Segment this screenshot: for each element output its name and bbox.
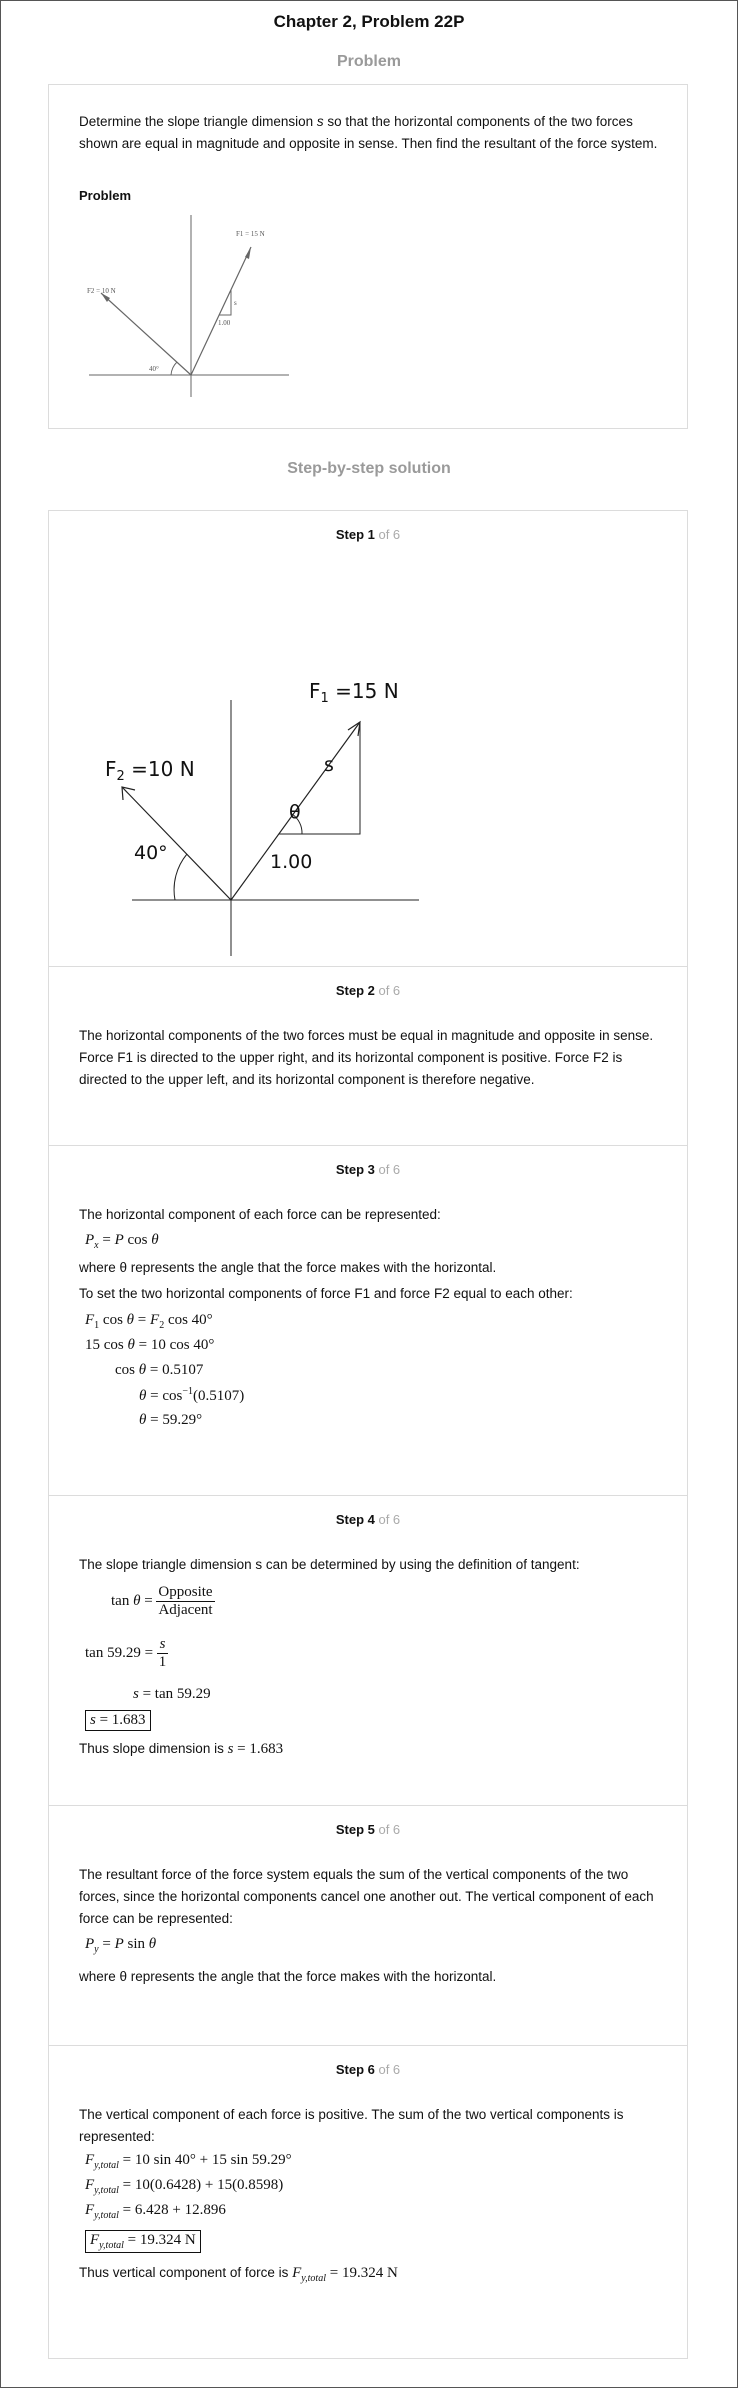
angle-arc: [174, 854, 187, 900]
angle-label: 40°: [149, 365, 159, 373]
step6-boxed-result: $F_{y,total} = 19.324$ N: [85, 2230, 201, 2253]
f1-label: $F_1 =15$ N: [309, 679, 399, 706]
force-f2-arrow: [101, 293, 191, 375]
step3-text1: The horizontal component of each force can be represented:: [79, 1207, 441, 1222]
page-top-border: [0, 0, 738, 1]
step-header: Step 3 of 6: [335, 1162, 401, 1177]
s-label: s: [324, 754, 334, 776]
step6-eq3: $F_{y,total} = 6.428 + 12.896$: [85, 2202, 226, 2221]
step3-eq4: $\theta = \cos^{-1}(0.5107)$: [139, 1386, 245, 1404]
step3-eq2: 15 cos θ = 10 cos 40°: [85, 1337, 215, 1353]
page-left-border: [0, 0, 1, 2388]
f2-label: $F_2 =10$ N: [105, 757, 195, 784]
step4-text2: Thus slope dimension is s = 1.683: [79, 1741, 284, 1757]
step3-text3: To set the two horizontal components of force F1 and force F2 equal to each other:: [79, 1286, 573, 1301]
step-header: Step 1 of 6: [335, 527, 401, 542]
s-label: s: [234, 299, 237, 307]
chapter-title: Chapter 2, Problem 22P: [273, 12, 465, 31]
step-3: [49, 1145, 687, 1495]
step-header: Step 2 of 6: [335, 983, 401, 998]
problem-sub-label: Problem: [79, 188, 132, 203]
theta-label: θ: [289, 801, 301, 823]
step4-text1: The slope triangle dimension s can be determined by using the definition of tangent:: [79, 1557, 580, 1572]
step-6: [49, 2045, 687, 2358]
step1-figure: [89, 556, 419, 956]
angle-arc: [171, 362, 177, 375]
step-header: Step 5 of 6: [335, 1822, 401, 1837]
step5-eq-vertical-component: $P_y = P$ sin θ: [85, 1936, 157, 1955]
step-5: [49, 1805, 687, 2045]
step5-text2: where θ represents the angle that the force makes with the horizontal.: [79, 1969, 497, 1984]
step3-eq3: cos θ = 0.5107: [115, 1362, 204, 1378]
step6-text1: The vertical component of each force is positive. The sum of the two vertical components is represented:: [79, 2107, 624, 2144]
problem-heading: Problem: [336, 53, 401, 70]
base-label: 1.00: [270, 851, 313, 873]
force-f1-arrow: [191, 247, 251, 375]
problem-card: [48, 84, 688, 429]
step4-boxed-result: s = 1.683: [85, 1710, 151, 1731]
step-header: Step 4 of 6: [335, 1512, 401, 1527]
solution-card: [48, 510, 688, 2359]
step5-text1: The resultant force of the force system equals the sum of the vertical components of the two forces, since the horizontal components cancel one another out. The vertical component of each force can be represented:: [79, 1867, 654, 1926]
step3-eq-horizontal-component: $P_x = P$ cos θ: [85, 1232, 159, 1251]
step-header: Step 6 of 6: [335, 2062, 401, 2077]
solution-heading: Step-by-step solution: [287, 460, 451, 477]
f2-label: F2 = 10 N: [87, 287, 116, 295]
base-label: 1.00: [218, 319, 231, 327]
problem-statement: Determine the slope triangle dimension s so that the horizontal components of the two forces shown are equal in magnitude and opposite in sense. Then find the resultant of the force system.: [79, 114, 658, 151]
step6-eq2: $F_{y,total} = 10(0.6428) + 15(0.8598)$: [85, 2177, 284, 2196]
problem-figure: [79, 215, 299, 405]
f1-label: F1 = 15 N: [236, 230, 265, 238]
step-4: [49, 1495, 687, 1805]
step3-text2: where θ represents the angle that the force makes with the horizontal.: [79, 1260, 497, 1275]
angle-label: 40°: [134, 842, 168, 864]
step4-eq-tan-def: tan θ = $\frac{\text{Opposite}}{\text{Adjacent}}$: [111, 1584, 213, 1618]
step3-eq1: $F_1$ $\cos \theta = F_2$ cos 40°: [85, 1312, 213, 1331]
step6-eq1: $F_{y,total} = 10$ sin 40° + 15 sin 59.29°: [85, 2152, 292, 2171]
step6-text2: Thus vertical component of force is $F_{y,total} = 19.324$ N: [79, 2265, 398, 2284]
force-f1-arrowhead: [245, 247, 251, 259]
step-2: [49, 966, 687, 1145]
step4-eq-s: s = tan 59.29: [133, 1686, 211, 1702]
step3-eq5: θ = 59.29°: [139, 1412, 203, 1428]
step4-eq-tan-value: tan 59.29 = $\frac{s}{1}$: [85, 1636, 167, 1670]
step2-text: The horizontal components of the two forces must be equal in magnitude and opposite in sense. Force F1 is directed to the upper right, and its horizontal component is positive. Force F2 is directed to the upper left, and its horizontal component is therefore negative.: [79, 1028, 654, 1087]
step-1: [49, 511, 687, 966]
